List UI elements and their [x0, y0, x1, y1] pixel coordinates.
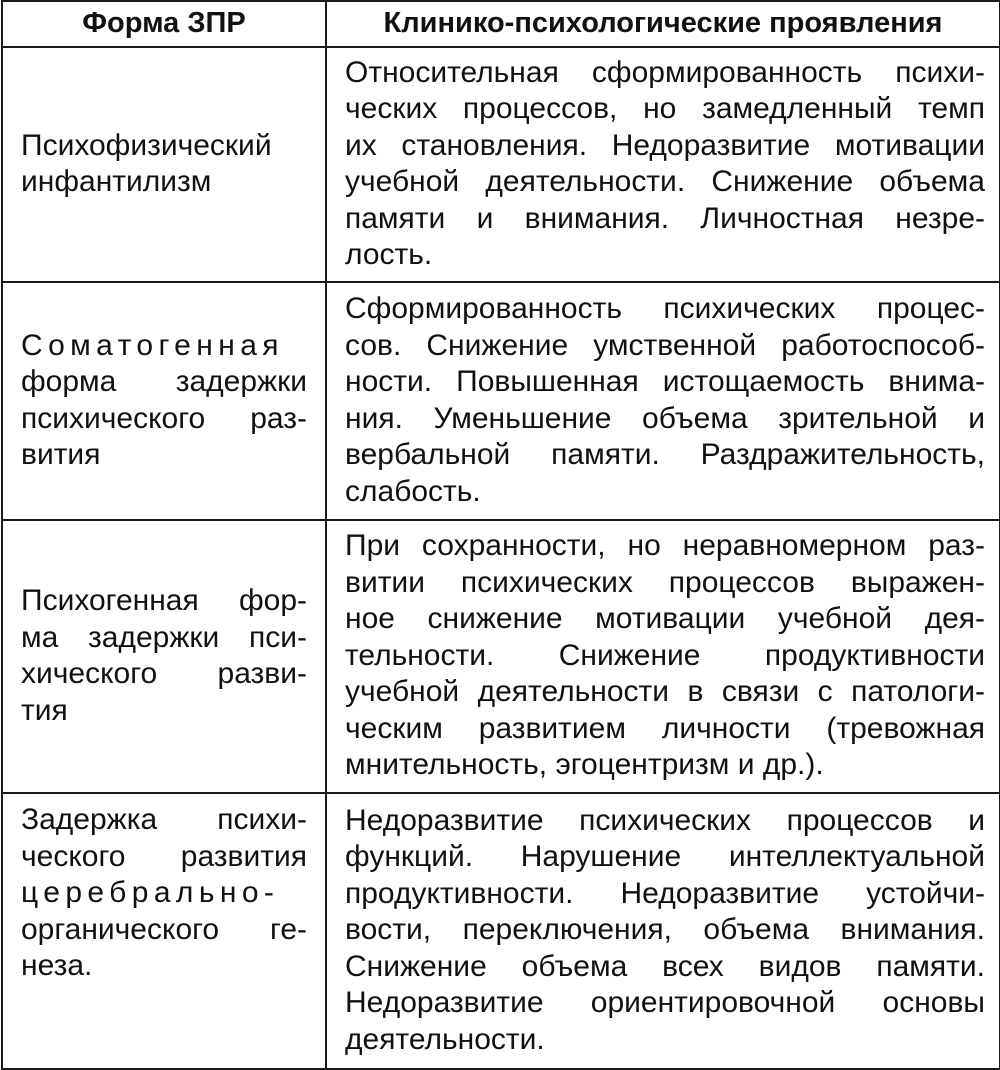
form-line: неза.: [21, 949, 93, 982]
manifestation-line: Недоразвитие психических процессов и: [345, 803, 985, 837]
manifestation-line: Сформированность психических процес-: [345, 292, 985, 325]
manifestation-line: слабость.: [345, 474, 481, 508]
form-line: Психофизический: [21, 128, 272, 162]
table-row: [2, 793, 1000, 1069]
form-line: Задержка психи-: [21, 803, 307, 836]
manifestation-line: Снижение объема всех видов памяти.: [345, 949, 985, 983]
manifestation-line: ности. Повышенная истощаемость внима-: [345, 365, 985, 398]
manifestation-line: продуктивности. Недоразвитие устойчи-: [345, 876, 985, 910]
header-row: [2, 1, 1000, 47]
form-line: органического ге-: [21, 912, 307, 946]
form-line: Соматогенная: [21, 328, 284, 362]
manifestation-line: Недоразвитие ориентировочной основы: [345, 986, 985, 1020]
form-cell: [2, 47, 326, 282]
form-cell: [2, 282, 326, 520]
manifestation-line: вербальной памяти. Раздражительность,: [345, 438, 985, 471]
manifestation-cell: [326, 520, 1000, 793]
form-cell: [2, 793, 326, 1069]
zpr-table: [1, 0, 1000, 1070]
form-line: тия: [21, 693, 68, 727]
table-row: [2, 47, 1000, 282]
form-cell: [2, 520, 326, 793]
form-line: вития: [21, 438, 101, 471]
manifestation-line: памяти и внимания. Личностная незре-: [345, 201, 985, 235]
manifestation-line: витии психических процессов выражен-: [345, 565, 985, 599]
manifestation-cell: [326, 282, 1000, 520]
manifestation-cell: [326, 47, 1000, 282]
manifestation-line: сов. Снижение умственной работоспособ-: [345, 328, 985, 362]
manifestation-line: Относительная сформированность психи-: [345, 55, 985, 89]
manifestation-line: ческим развитием личности (тревожная: [345, 711, 985, 745]
form-line: ческого развития: [21, 839, 307, 873]
manifestation-line: учебной деятельности. Снижение объема: [345, 165, 985, 198]
manifestation-line: учебной деятельности в связи с патологи-: [345, 675, 985, 709]
manifestation-line: деятельности.: [345, 1022, 545, 1056]
form-line: хического разви-: [21, 657, 307, 690]
manifestation-line: функций. Нарушение интеллектуальной: [345, 840, 985, 874]
form-line: психического раз-: [21, 401, 307, 435]
header-manifestations: Клинико-психологические проявления: [326, 1, 1000, 47]
manifestation-line: лость.: [345, 238, 433, 271]
form-line: церебрально-: [21, 876, 280, 909]
table-row: [2, 520, 1000, 793]
form-line: ма задержки пси-: [21, 620, 307, 654]
manifestation-line: их становления. Недоразвитие мотивации: [345, 128, 985, 162]
form-line: инфантилизм: [21, 165, 212, 198]
table-row: [2, 282, 1000, 520]
manifestation-line: ное снижение мотивации учебной дея-: [345, 602, 985, 636]
form-line: Психогенная фор-: [21, 584, 307, 617]
header-form: Форма ЗПР: [2, 1, 326, 47]
manifestation-line: ния. Уменьшение объема зрительной и: [345, 401, 985, 435]
form-line: форма задержки: [21, 365, 307, 398]
manifestation-line: тельности. Снижение продуктивности: [345, 638, 985, 672]
manifestation-line: вости, переключения, объема внимания.: [345, 913, 985, 947]
manifestation-cell: [326, 793, 1000, 1069]
manifestation-line: При сохранности, но неравномерном раз-: [345, 529, 985, 563]
manifestation-line: мнительность, эгоцентризм и др.).: [345, 748, 824, 782]
manifestation-line: ческих процессов, но замедленный темп: [345, 92, 985, 125]
